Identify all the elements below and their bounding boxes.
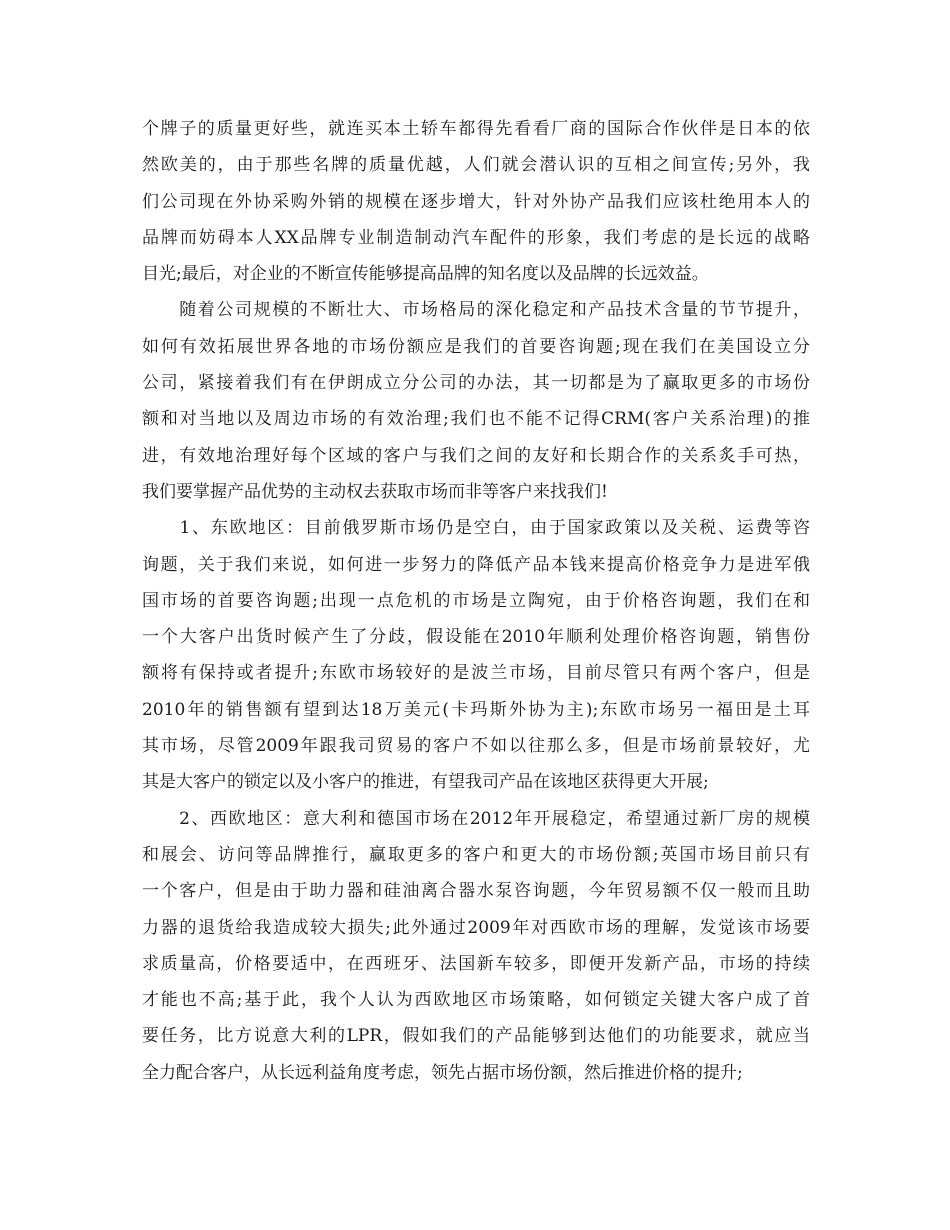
text-line: 额将有保持或者提升;东欧市场较好的是波兰市场，目前尽管只有两个客户，但是	[142, 663, 810, 684]
document-body	[142, 111, 810, 1091]
text-line: 如何有效拓展世界各地的市场份额应是我们的首要咨询题;现在我们在美国设立分	[142, 336, 810, 357]
text-line: 力器的退货给我造成较大损失;此外通过2009年对西欧市场的理解，发觉该市场要	[142, 917, 810, 938]
text-line: 其市场，尽管2009年跟我司贸易的客户不如以往那么多，但是市场前景较好，尤	[142, 736, 810, 757]
text-line: 们公司现在外协采购外销的规模在逐步增大，针对外协产品我们应该杜绝用本人的	[142, 191, 810, 212]
text-line: 一个大客户出货时候产生了分歧，假设能在2010年顺利处理价格咨询题，销售份	[142, 627, 810, 648]
text-line: 国市场的首要咨询题;出现一点危机的市场是立陶宛，由于价格咨询题，我们在和	[142, 590, 810, 611]
text-line: 1、东欧地区：目前俄罗斯市场仍是空白，由于国家政策以及关税、运费等咨	[142, 518, 810, 539]
text-line: 公司，紧接着我们有在伊朗成立分公司的办法，其一切都是为了赢取更多的市场份	[142, 373, 810, 394]
text-line: 才能也不高;基于此，我个人认为西欧地区市场策略，如何锁定关键大客户成了首	[142, 990, 810, 1011]
text-line: 其是大客户的锁定以及小客户的推进，有望我司产品在该地区获得更大开展;	[142, 772, 709, 793]
text-line: 和展会、访问等品牌推行，赢取更多的客户和更大的市场份额;英国市场目前只有	[142, 844, 810, 865]
text-line: 个牌子的质量更好些，就连买本土轿车都得先看看厂商的国际合作伙伴是日本的依	[142, 119, 810, 139]
text-line: 求质量高，价格要适中，在西班牙、法国新车较多，即便开发新产品，市场的持续	[142, 953, 810, 974]
text-line: 我们要掌握产品优势的主动权去获取市场而非等客户来找我们!	[142, 481, 608, 502]
text-line: 额和对当地以及周边市场的有效治理;我们也不能不记得CRM(客户关系治理)的推	[142, 409, 810, 430]
text-line: 询题，关于我们来说，如何进一步努力的降低产品本钱来提高价格竞争力是进军俄	[142, 554, 810, 575]
text-line: 随着公司规模的不断壮大、市场格局的深化稳定和产品技术含量的节节提升，	[142, 300, 810, 321]
text-line: 一个客户，但是由于助力器和硅油离合器水泵咨询题，今年贸易额不仅一般而且助	[142, 881, 810, 902]
text-line: 目光;最后，对企业的不断宣传能够提高品牌的知名度以及品牌的长远效益。	[142, 264, 709, 285]
text-line: 品牌而妨碍本人XX品牌专业制造制动汽车配件的形象，我们考虑的是长远的战略	[142, 227, 810, 248]
text-line: 进，有效地治理好每个区域的客户与我们之间的友好和长期合作的关系炙手可热，	[142, 445, 810, 466]
text-line: 然欧美的，由于那些名牌的质量优越，人们就会潜认识的互相之间宣传;另外，我	[142, 155, 810, 176]
text-line: 2010年的销售额有望到达18万美元(卡玛斯外协为主);东欧市场另一福田是土耳	[142, 699, 810, 720]
text-line: 2、西欧地区：意大利和德国市场在2012年开展稳定，希望通过新厂房的规模	[142, 808, 810, 829]
text-line: 全力配合客户，从长远利益角度考虑，领先占据市场份额，然后推进价格的提升;	[142, 1062, 743, 1083]
text-line: 要任务，比方说意大利的LPR，假如我们的产品能够到达他们的功能要求，就应当	[142, 1026, 810, 1047]
